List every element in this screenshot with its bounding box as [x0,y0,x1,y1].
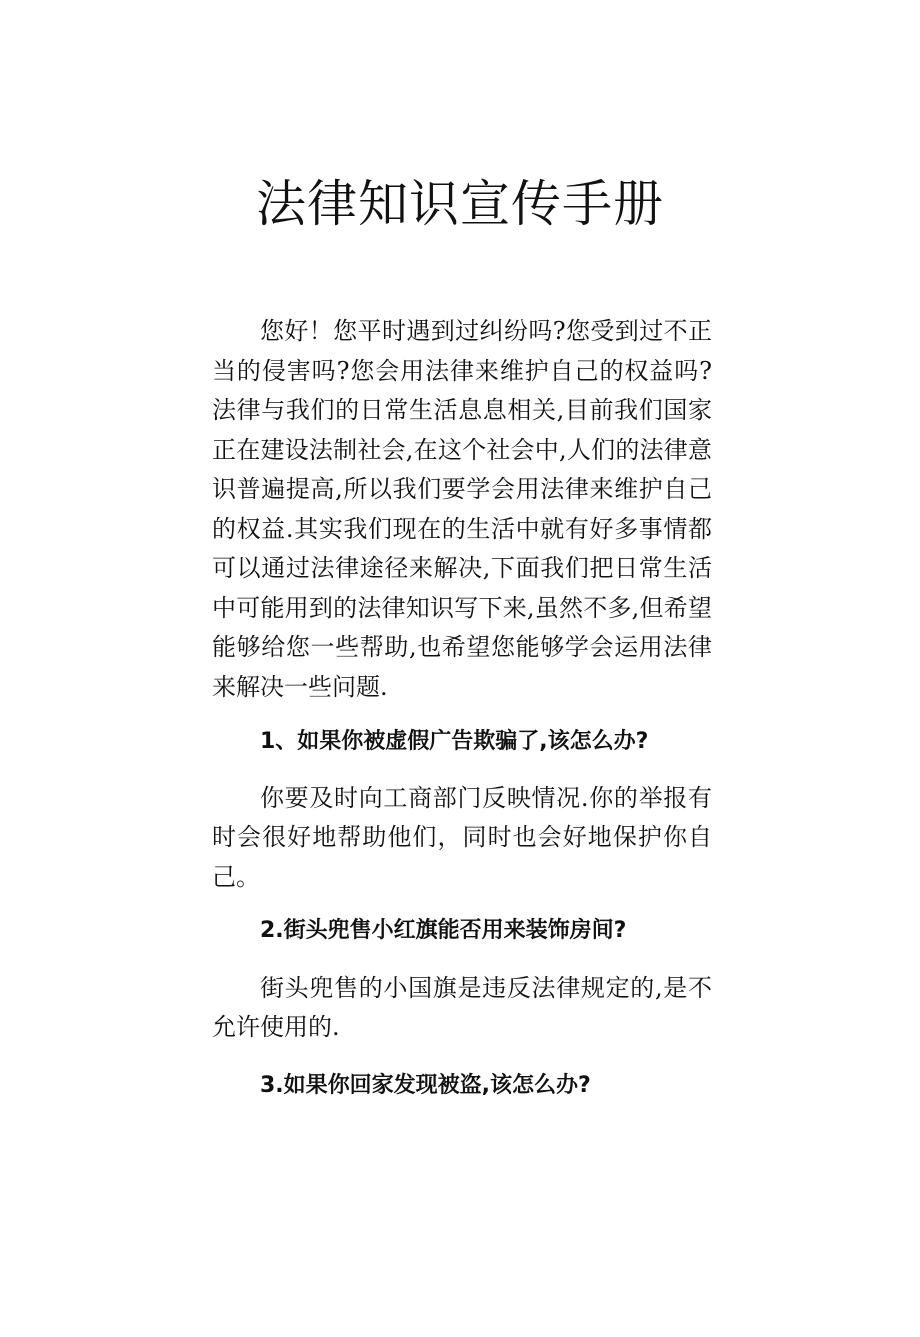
section-2-heading: 2.街头兜售小红旗能否用来装饰房间? [260,918,627,943]
section-1-heading: 1、如果你被虚假广告欺骗了,该怎么办? [260,729,649,754]
document-title: 法律知识宣传手册 [256,175,664,233]
section-3-heading: 3.如果你回家发现被盗,该怎么办? [260,1072,591,1098]
section-1-answer: 你要及时向工商部门反映情况.你的举报有时会很好地帮助他们，同时也会好地保护你自己。 [212,783,712,891]
section-2-answer: 街头兜售的小国旗是违反法律规定的,是不允许使用的. [212,973,712,1041]
document-body [212,312,712,1105]
intro-paragraph: 您好！您平时遇到过纠纷吗?您受到过不正当的侵害吗?您会用法律来维护自己的权益吗?法律与我们的日常生活息息相关,目前我们国家正在建设法制社会,在这个社会中,人们的法律意识普遍提高,所以我们要学会用法律来维护自己的权益.其实我们现在的生活中就有好多事情都可以通过法律途径来解决,下面我们把日常生活中可能用到的法律知识写下来,虽然不多,但希望能够给您一些帮助,也希望您能够学会运用法律来解决一些问题. [212,317,712,701]
